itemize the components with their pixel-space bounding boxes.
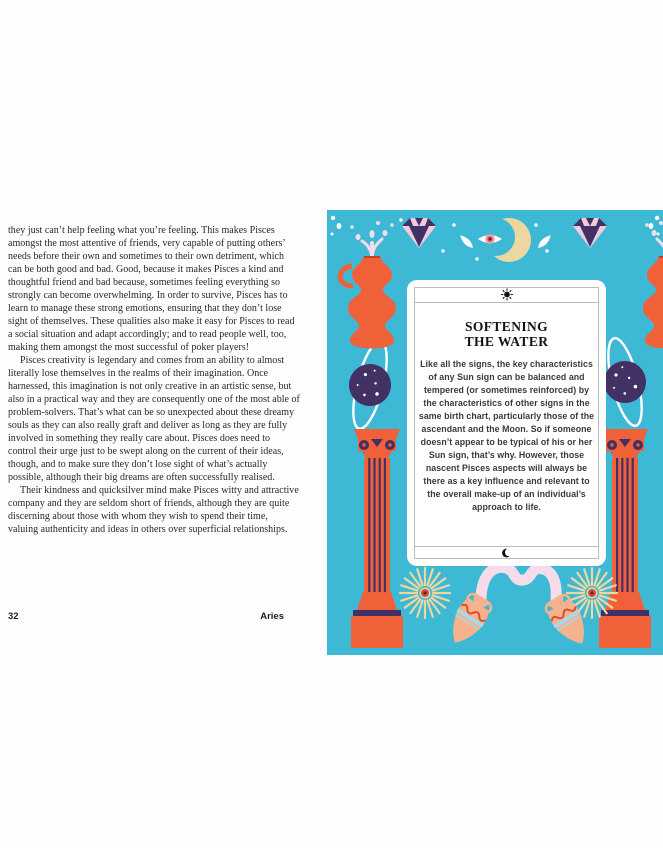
amphora-icon <box>442 590 496 651</box>
left-page <box>0 0 327 848</box>
running-footer: Aries <box>260 611 284 622</box>
water-ribbon <box>481 567 556 601</box>
body-text-column <box>8 224 300 536</box>
card-title-line1: SOFTENING <box>464 319 549 334</box>
right-page-illustration <box>327 210 663 655</box>
corner-splash-left <box>331 216 342 236</box>
ionic-column-icon <box>599 429 651 648</box>
card-body-text: Like all the signs, the key characteristics of any Sun sign can be balanced and tempered (or sometimes reinforced) by the characteristics of other signs in the same birth chart, particularly those of the ascendant and the Moon. So if someone doesn’t appear to be typical of his or her Sun sign, that’s why. However, those nascent Pisces aspects will always be there as a key influence and relevant to the overall make-up of an individual’s approach to life. <box>418 359 595 512</box>
card-title-line2: THE WATER <box>464 333 549 349</box>
water-drop-icon <box>458 233 475 250</box>
page-number: 32 <box>8 611 19 622</box>
bezel-divider-top <box>414 302 599 303</box>
ionic-column-icon <box>351 429 403 648</box>
gem-diamond-icon <box>402 218 436 248</box>
body-paragraph: they just can’t help feeling what you’re feeling. This makes Pisces amongst the most attentive of friends, very capable of putting others’ needs before their own and sometimes to their own detriment, which can be both good and bad. Good, because it makes Pisces a kind and thoughtful friend and bad because, sometimes feeling everything so strongly can become overwhelming. In order to survive, Pisces has to learn to manage these strong emotions, ensuring that they don’t lose sight of themselves. These qualities also make it easy for Pisces to read a social situation and adapt accordingly; and to read people well, too, making them amongst the most successful of poker players! <box>8 225 295 353</box>
moon-with-eye-icon <box>477 218 531 262</box>
tablet-card <box>407 280 606 566</box>
body-paragraph: Their kindness and quicksilver mind make Pisces witty and attractive company and they are seldom short of friends, although they are quite discerning about those with whom they wish to spend their time, valuing authenticity and ideas in others over superficial relationships. <box>8 485 299 535</box>
card-title <box>407 320 606 349</box>
water-vase-icon <box>643 221 663 349</box>
water-vase-icon <box>340 221 396 349</box>
water-drop-icon <box>536 233 553 250</box>
starburst-icon <box>400 568 450 618</box>
ringed-planet-icon <box>339 336 402 433</box>
body-paragraph: Pisces creativity is legendary and comes from an ability to almost literally lose themselves in the realms of their imagination. Once harnessed, this imagination is not only creative in an artistic sense, but also in a practical way and they are consequently one of the most able of problem-solvers. That’s what can be so unexpected about these dreamy souls as they can also really graft and deliver as long as they are fully involved in something they really care about. Pisces does need to control their urge just to be swept along on the current of their ideas, though, and to make sure they don’t lose sight of what’s actually possible, although their big dreams are often successfully realised. <box>8 355 300 483</box>
page-footer <box>8 611 284 622</box>
gem-diamond-icon <box>573 218 607 248</box>
bezel-divider-bottom <box>414 546 599 547</box>
crescent-moon-icon <box>502 548 512 558</box>
sun-icon <box>500 288 513 301</box>
